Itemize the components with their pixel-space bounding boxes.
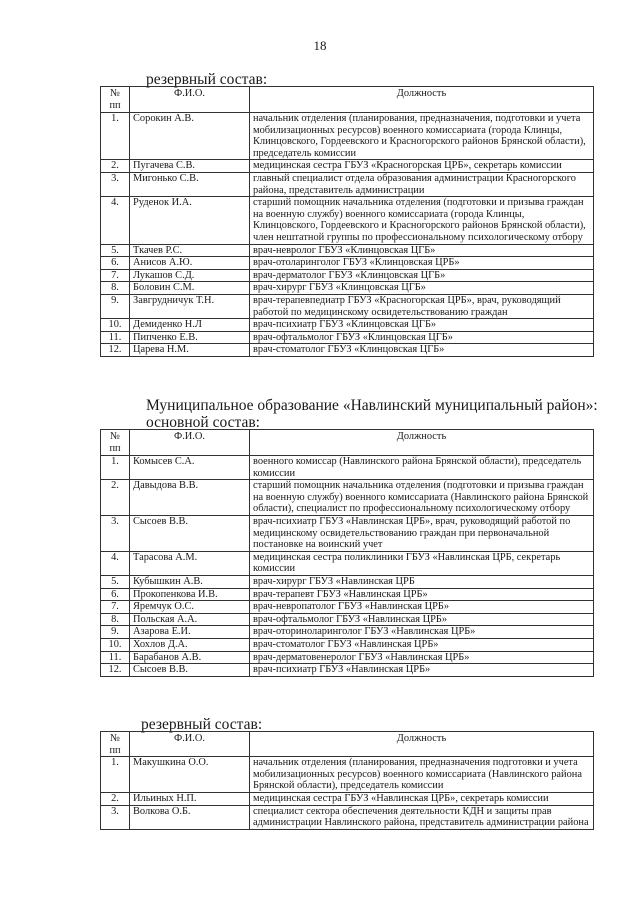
table-row: [101, 626, 594, 639]
table-row: [101, 244, 594, 257]
section1-subtitle: резервный состав:: [146, 71, 268, 88]
row-number: 5.: [101, 575, 130, 588]
table-row: [101, 613, 594, 626]
row-position: врач-дерматолог ГБУЗ «Клинцовская ЦГБ»: [250, 269, 594, 282]
row-name: Азарова Е.И.: [130, 626, 250, 639]
row-number: 9.: [101, 294, 130, 318]
row-name: Завгрудничук Т.Н.: [130, 294, 250, 318]
row-name: Яремчук О.С.: [130, 601, 250, 614]
row-number: 3.: [101, 172, 130, 196]
table-row: [101, 588, 594, 601]
row-name: Пугачева С.В.: [130, 160, 250, 173]
row-number: 12.: [101, 664, 130, 677]
row-position: врач-психиатр ГБУЗ «Навлинская ЦРБ»: [250, 664, 594, 677]
row-number: 4.: [101, 551, 130, 575]
row-number: 8.: [101, 613, 130, 626]
row-number: 3.: [101, 515, 130, 551]
row-position: главный специалист отдела образования администрации Красногорского района, представитель администрации: [250, 172, 594, 196]
row-number: 7.: [101, 601, 130, 614]
row-name: Ткачев Р.С.: [130, 244, 250, 257]
row-position: врач-хирург ГБУЗ «Клинцовская ЦГБ»: [250, 282, 594, 295]
header-no: № пп: [101, 430, 130, 456]
row-name: Прокопенкова И.В.: [130, 588, 250, 601]
row-name: Руденок И.А.: [130, 197, 250, 244]
table-row: [101, 480, 594, 516]
row-number: 7.: [101, 269, 130, 282]
row-position: специалист сектора обеспечения деятельности КДН и защиты прав администрации Навлинского района, представитель администрации района: [250, 805, 594, 829]
header-position: Должность: [250, 87, 594, 113]
row-number: 1.: [101, 456, 130, 480]
table-row: [101, 319, 594, 332]
table-row: [101, 601, 594, 614]
header-position: Должность: [250, 732, 594, 757]
section2-title: Муниципальное образование «Навлинский муниципальный район»:: [146, 397, 598, 414]
table-row: [101, 551, 594, 575]
table-row: [101, 344, 594, 357]
section2-subtitle: основной состав:: [146, 414, 260, 431]
row-number: 4.: [101, 197, 130, 244]
table-row: [101, 172, 594, 196]
section3-table: [100, 731, 594, 830]
row-name: Пипченко Е.В.: [130, 331, 250, 344]
row-name: Польская А.А.: [130, 613, 250, 626]
row-position: старший помощник начальника отделения (подготовки и призыва граждан на военную службу) военного комиссариата (города Клинцы, Клинцовского, Гордеевского и Красногорского районов Брянской области), член нештатной группы по профессиональному психологическому отбору: [250, 197, 594, 244]
row-number: 10.: [101, 319, 130, 332]
row-name: Давыдова В.В.: [130, 480, 250, 516]
row-name: Барабанов А.В.: [130, 651, 250, 664]
row-number: 1.: [101, 757, 130, 793]
table-header-row: [101, 430, 594, 456]
row-name: Анисов А.Ю.: [130, 257, 250, 270]
row-position: врач-психиатр ГБУЗ «Навлинская ЦРБ», врач, руководящий работой по медицинскому освидетельствованию граждан при первоначальной постановке на воинский учет: [250, 515, 594, 551]
row-name: Макушкина О.О.: [130, 757, 250, 793]
row-position: врач-стоматолог ГБУЗ «Навлинская ЦРБ»: [250, 638, 594, 651]
row-position: медицинская сестра ГБУЗ «Навлинская ЦРБ», секретарь комиссии: [250, 792, 594, 805]
header-no: № пп: [101, 732, 130, 757]
row-name: Мигонько С.В.: [130, 172, 250, 196]
row-number: 11.: [101, 331, 130, 344]
row-position: военного комиссар (Навлинского района Брянской области), председатель комиссии: [250, 456, 594, 480]
row-number: 6.: [101, 257, 130, 270]
section2-table: [100, 429, 594, 677]
row-position: врач-офтальмолог ГБУЗ «Клинцовская ЦГБ»: [250, 331, 594, 344]
row-position: врач-оториноларинголог ГБУЗ «Навлинская ЦРБ»: [250, 626, 594, 639]
table-row: [101, 269, 594, 282]
row-number: 2.: [101, 160, 130, 173]
row-name: Волкова О.Б.: [130, 805, 250, 829]
row-position: старший помощник начальника отделения (подготовки и призыва граждан на военную службу) военного комиссариата (Навлинского района Брянской области), специалист по профессиональному психологическому отбору: [250, 480, 594, 516]
row-number: 8.: [101, 282, 130, 295]
table-header-row: [101, 87, 594, 113]
table-row: [101, 575, 594, 588]
table-row: [101, 664, 594, 677]
row-number: 2.: [101, 792, 130, 805]
header-fio: Ф.И.О.: [130, 732, 250, 757]
row-position: медицинская сестра поликлиники ГБУЗ «Навлинская ЦРБ, секретарь комиссии: [250, 551, 594, 575]
row-position: врач-терапевт ГБУЗ «Навлинская ЦРБ»: [250, 588, 594, 601]
section3-subtitle: резервный состав:: [141, 716, 263, 733]
row-name: Тарасова А.М.: [130, 551, 250, 575]
row-position: врач-терапевпедиатр ГБУЗ «Красногорская ЦРБ», врач, руководящий работой по медицинскому освидетельствованию граждан: [250, 294, 594, 318]
row-position: врач-офтальмолог ГБУЗ «Навлинская ЦРБ»: [250, 613, 594, 626]
row-number: 1.: [101, 113, 130, 160]
table-row: [101, 197, 594, 244]
row-number: 3.: [101, 805, 130, 829]
table-row: [101, 331, 594, 344]
row-number: 11.: [101, 651, 130, 664]
row-number: 12.: [101, 344, 130, 357]
header-fio: Ф.И.О.: [130, 430, 250, 456]
row-position: врач-отоларинголог ГБУЗ «Клинцовская ЦРБ»: [250, 257, 594, 270]
row-name: Лукашов С.Д.: [130, 269, 250, 282]
table-row: [101, 515, 594, 551]
row-name: Демиденко Н.Л: [130, 319, 250, 332]
row-position: врач-психиатр ГБУЗ «Клинцовская ЦГБ»: [250, 319, 594, 332]
table-row: [101, 757, 594, 793]
header-no: № пп: [101, 87, 130, 113]
header-position: Должность: [250, 430, 594, 456]
section1-table: [100, 86, 594, 357]
row-name: Боловин С.М.: [130, 282, 250, 295]
row-position: врач-стоматолог ГБУЗ «Клинцовская ЦГБ»: [250, 344, 594, 357]
row-number: 10.: [101, 638, 130, 651]
page-number: 18: [313, 38, 327, 53]
table-row: [101, 651, 594, 664]
table-row: [101, 113, 594, 160]
table-row: [101, 160, 594, 173]
table-header-row: [101, 732, 594, 757]
row-number: 5.: [101, 244, 130, 257]
table-row: [101, 638, 594, 651]
row-position: врач-хирург ГБУЗ «Навлинская ЦРБ: [250, 575, 594, 588]
row-name: Комысев С.А.: [130, 456, 250, 480]
row-name: Сорокин А.В.: [130, 113, 250, 160]
table-row: [101, 257, 594, 270]
row-name: Хохлов Д.А.: [130, 638, 250, 651]
header-fio: Ф.И.О.: [130, 87, 250, 113]
row-position: начальник отделения (планирования, предназначения подготовки и учета мобилизационных ресурсов) военного комиссариата (Навлинского района Брянской области), председатель комиссии: [250, 757, 594, 793]
table-row: [101, 294, 594, 318]
table-row: [101, 282, 594, 295]
row-name: Ильиных Н.П.: [130, 792, 250, 805]
row-number: 9.: [101, 626, 130, 639]
table-row: [101, 805, 594, 829]
row-position: врач-невропатолог ГБУЗ «Навлинская ЦРБ»: [250, 601, 594, 614]
row-name: Кубышкин А.В.: [130, 575, 250, 588]
row-name: Царева Н.М.: [130, 344, 250, 357]
row-position: врач-невролог ГБУЗ «Клинцовская ЦГБ»: [250, 244, 594, 257]
row-number: 6.: [101, 588, 130, 601]
row-name: Сысоев В.В.: [130, 664, 250, 677]
row-name: Сысоев В.В.: [130, 515, 250, 551]
row-position: врач-дерматовенеролог ГБУЗ «Навлинская ЦРБ»: [250, 651, 594, 664]
table-row: [101, 456, 594, 480]
table-row: [101, 792, 594, 805]
row-position: медицинская сестра ГБУЗ «Красногорская ЦРБ», секретарь комиссии: [250, 160, 594, 173]
row-number: 2.: [101, 480, 130, 516]
row-position: начальник отделения (планирования, предназначения, подготовки и учета мобилизационных ресурсов) военного комиссариата (города Клинцы, Клинцовского, Гордеевского и Красногорского районов Брянской области), председатель комиссии: [250, 113, 594, 160]
